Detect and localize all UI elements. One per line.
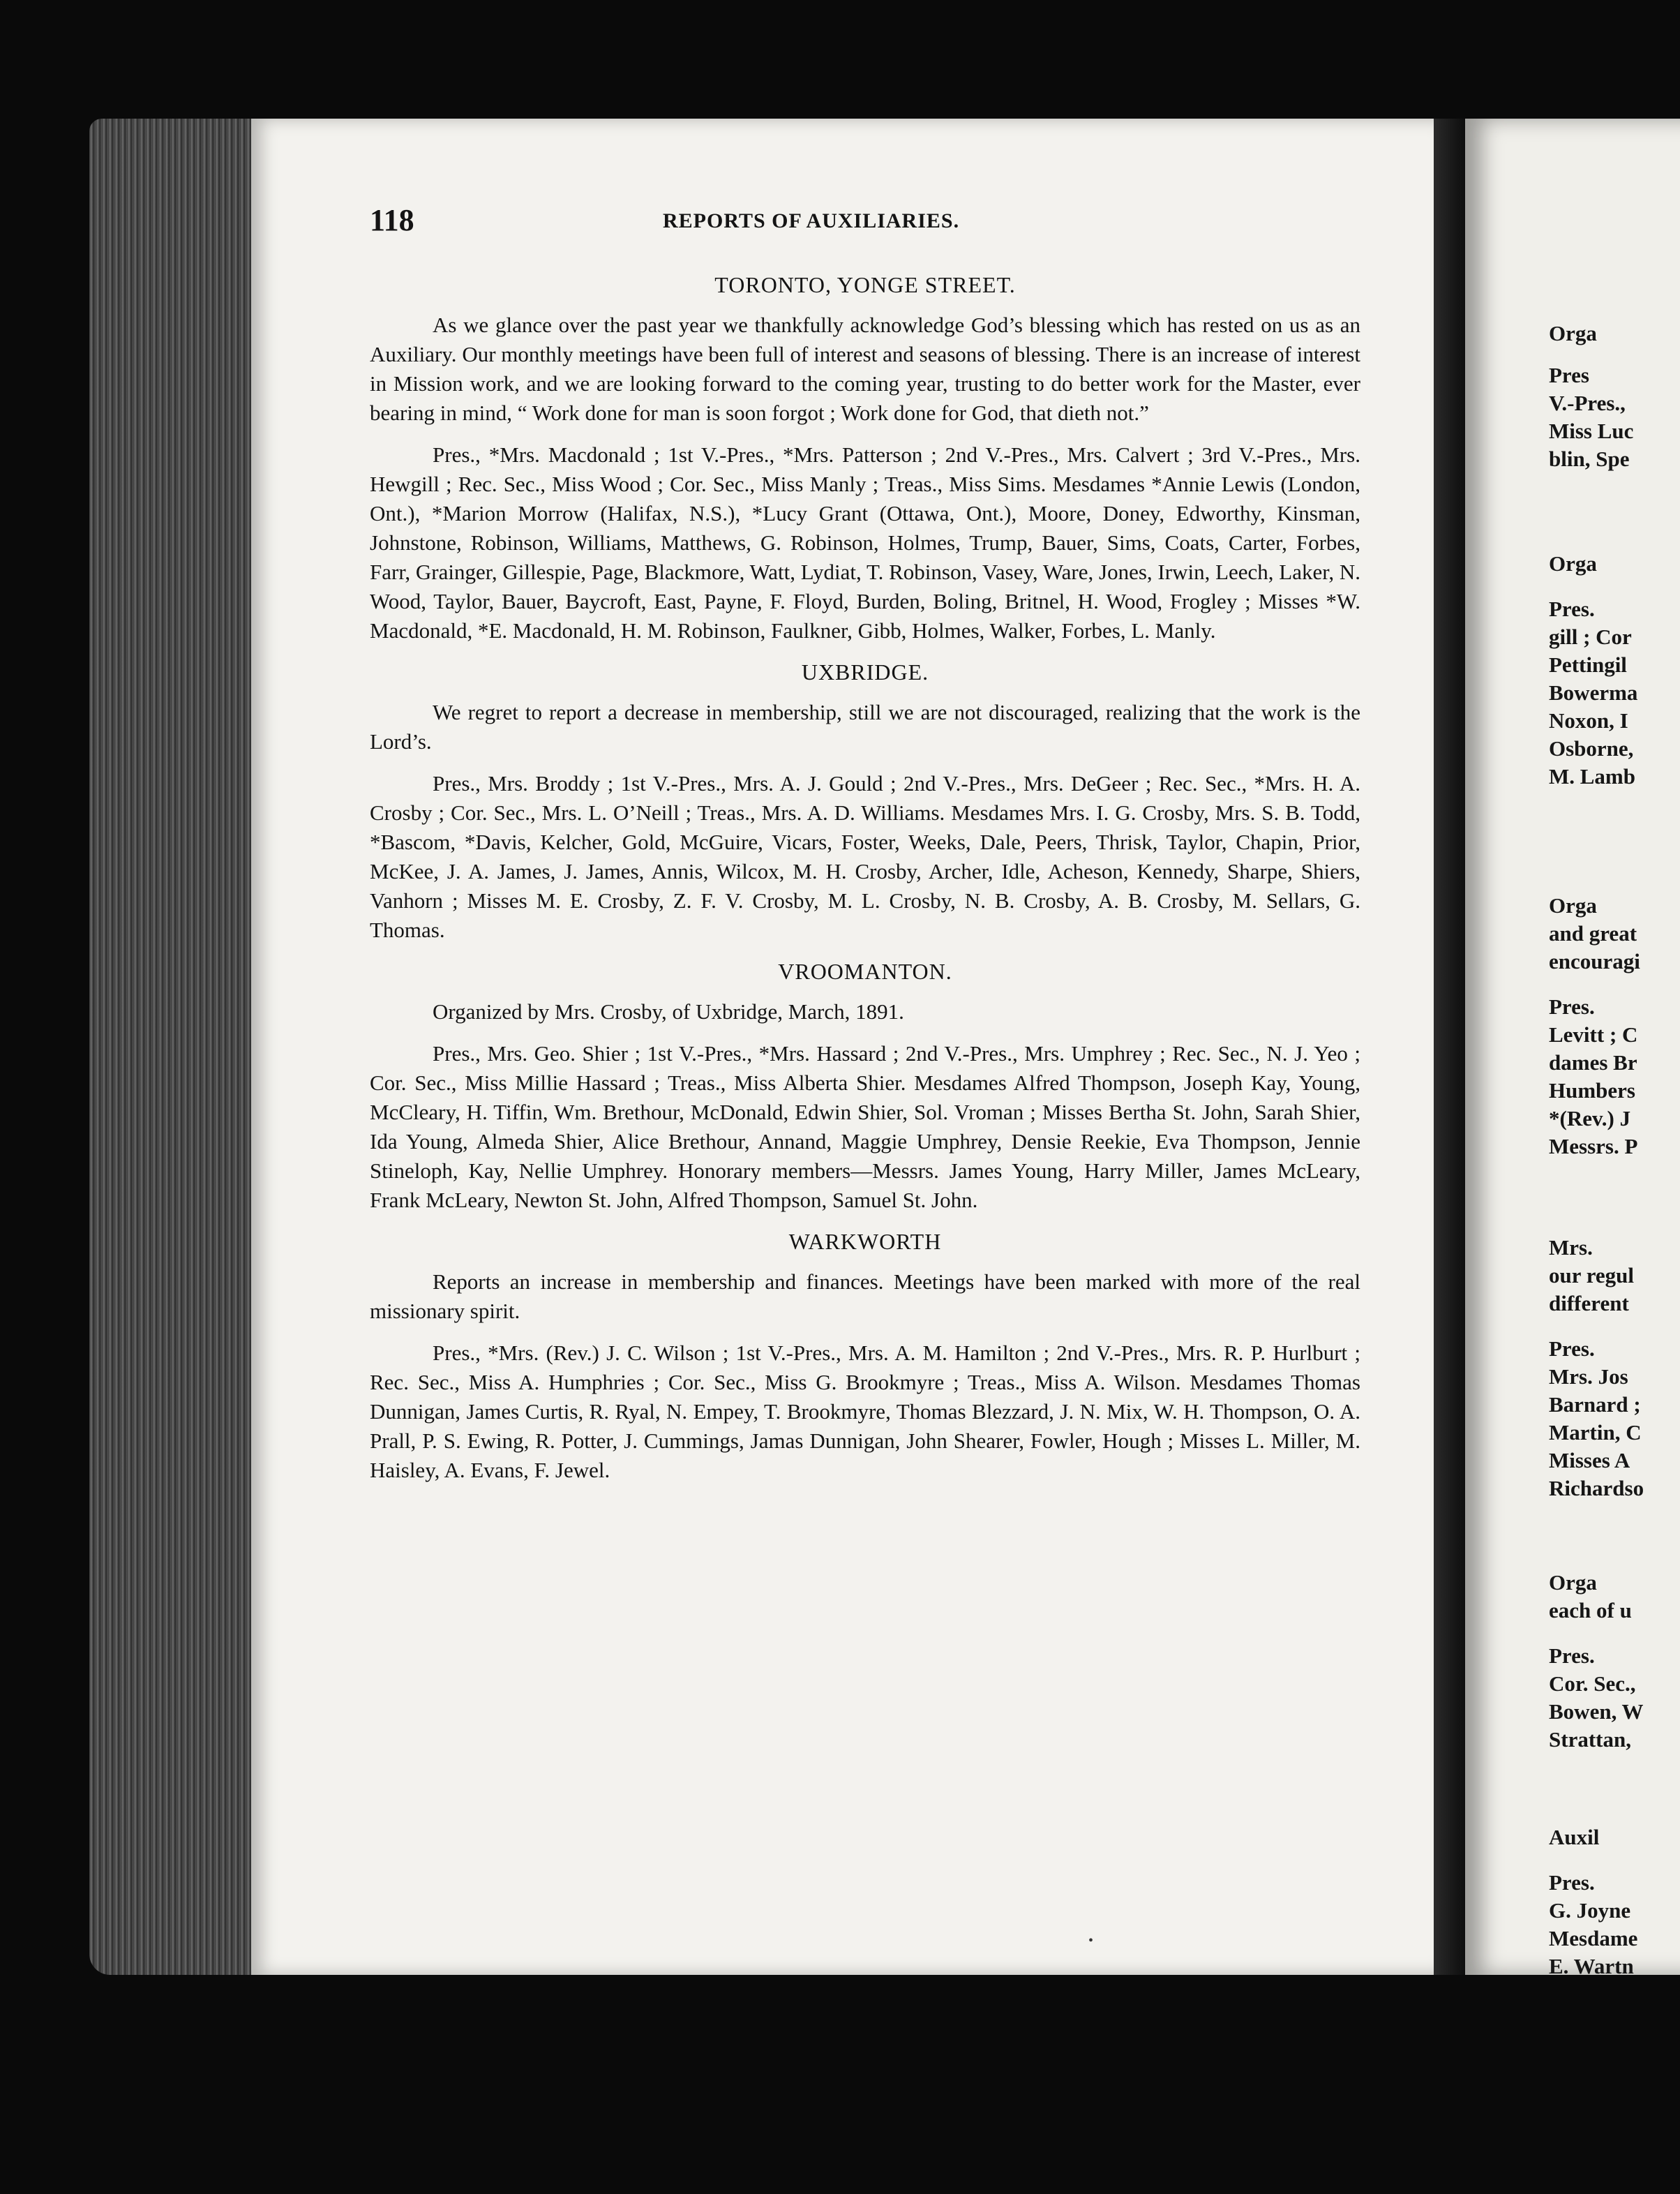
section-heading: VROOMANTON. xyxy=(778,959,952,984)
officers-paragraph: Pres., *Mrs. (Rev.) J. C. Wilson ; 1st V.-Pres., Mrs. A. M. Hamilton ; 2nd V.-Pres., Mrs. R. P. Hurlburt ; Rec. Sec., Miss A. Humphries ; Cor. Sec., Miss G. Brookmyre ; Treas., Miss A. Wilson. Mesdames Thomas Dunnigan, James Curtis, R. Ryal, N. Empey, T. Brookmyre, Thomas Blezzard, J. N. Mix, W. H. Thompson, O. A. Prall, P. S. Ewing, R. Potter, J. Cummings, Jamas Dunnigan, John Shearer, Fowler, Hough ; Misses L. Miller, M. Haisley, A. Evans, F. Jewel. xyxy=(370,1341,1360,1482)
facing-page-fragment: encouragi xyxy=(1549,949,1640,973)
facing-page-fragment: our regul xyxy=(1549,1263,1635,1288)
running-title: REPORTS OF AUXILIARIES. xyxy=(663,209,960,232)
facing-page-fragment: Strattan, xyxy=(1549,1727,1631,1752)
section-uxbridge xyxy=(370,659,1360,945)
facing-page-fragment: M. Lamb xyxy=(1549,764,1635,789)
officers-paragraph: Pres., Mrs. Geo. Shier ; 1st V.-Pres., *Mrs. Hassard ; 2nd V.-Pres., Mrs. Umphrey ; Rec. Sec., N. J. Yeo ; Cor. Sec., Miss Millie Hassard ; Treas., Miss Alberta Shier. Mesdames Alfred Thompson, Joseph Kay, Young, McCleary, H. Tiffin, Wm. Brethour, McDonald, Edwin Shier, Sol. Vroman ; Misses Bertha St. John, Sarah Shier, Ida Young, Almeda Shier, Alice Brethour, Annand, Maggie Umphrey, Densie Reekie, Eva Thompson, Jennie Stineloph, Kay, Nellie Umphrey. Honorary members—Messrs. James Young, Harry Miller, James McLeary, Frank McLeary, Newton St. John, Alfred Thompson, Samuel St. John. xyxy=(370,1041,1360,1212)
book-spine-shadow xyxy=(1434,119,1469,1975)
facing-page-fragment: E. Wartn xyxy=(1549,1954,1634,1975)
section-heading: UXBRIDGE. xyxy=(801,659,929,685)
section-paragraph: We regret to report a decrease in membership, still we are not discouraged, realizing that the work is the Lord’s. xyxy=(370,700,1360,754)
section-heading: WARKWORTH xyxy=(788,1229,942,1254)
facing-page-fragment: Levitt ; C xyxy=(1549,1022,1638,1047)
page-content xyxy=(370,202,1360,1498)
facing-page-fragment: Osborne, xyxy=(1549,736,1634,761)
facing-page-fragment: *(Rev.) J xyxy=(1549,1106,1631,1130)
facing-page-fragment: Mrs. Jos xyxy=(1549,1364,1628,1389)
facing-page-fragment: Messrs. P xyxy=(1549,1134,1638,1158)
section-vroomanton xyxy=(370,959,1360,1215)
facing-page-fragment: different xyxy=(1549,1291,1629,1315)
facing-page-fragment: Noxon, I xyxy=(1549,708,1628,733)
facing-page xyxy=(1465,119,1680,1975)
facing-page-fragment: Bowerma xyxy=(1549,680,1638,705)
section-paragraph: Reports an increase in membership and finances. Meetings have been marked with more of the real missionary spirit. xyxy=(370,1269,1360,1323)
facing-page-fragment: Pres. xyxy=(1549,1336,1595,1361)
facing-page-fragment: each of u xyxy=(1549,1598,1632,1622)
facing-page-fragment: Orga xyxy=(1549,1570,1597,1595)
section-warkworth xyxy=(370,1229,1360,1485)
facing-page-fragment: Pettingil xyxy=(1549,652,1627,677)
facing-page-fragment: dames Br xyxy=(1549,1050,1637,1075)
facing-page-fragment: gill ; Cor xyxy=(1549,625,1632,649)
officers-paragraph: Pres., Mrs. Broddy ; 1st V.-Pres., Mrs. A. J. Gould ; 2nd V.-Pres., Mrs. DeGeer ; Rec. Sec., *Mrs. H. A. Crosby ; Cor. Sec., Mrs. L. O’Neill ; Treas., Mrs. A. D. Williams. Mesdames Mrs. I. G. Crosby, Mrs. S. B. Todd, *Bascom, *Davis, Kelcher, Gold, McGuire, Vicars, Foster, Weeks, Dale, Peers, Thrisk, Taylor, Chapin, Prior, McKee, J. A. James, J. James, Annis, Wilcox, M. H. Crosby, Archer, Idle, Acheson, Kennedy, Sharpe, Shiers, Vanhorn ; Misses M. E. Crosby, Z. F. V. Crosby, M. L. Crosby, N. B. Crosby, A. B. Crosby, M. Sellars, G. Thomas. xyxy=(370,771,1360,942)
facing-page-fragment: G. Joyne xyxy=(1549,1898,1631,1923)
facing-page-fragment: Orga xyxy=(1549,551,1597,576)
facing-page-fragment: Orga xyxy=(1549,321,1597,345)
facing-page-fragment: Humbers xyxy=(1549,1078,1635,1103)
facing-page-fragment: Misses A xyxy=(1549,1448,1630,1472)
facing-page-fragment: Mrs. xyxy=(1549,1235,1593,1260)
stray-print-mark: • xyxy=(1088,1933,1094,1948)
facing-page-fragment: Pres. xyxy=(1549,597,1595,621)
facing-page-fragment: Pres. xyxy=(1549,1643,1595,1668)
facing-page-fragment: Richardso xyxy=(1549,1476,1644,1500)
facing-page-fragment: Barnard ; xyxy=(1549,1392,1641,1417)
facing-page-fragment: blin, Spe xyxy=(1549,447,1630,471)
facing-page-fragment: Orga xyxy=(1549,893,1597,918)
left-page xyxy=(251,119,1437,1975)
facing-page-fragment: Bowen, W xyxy=(1549,1699,1644,1724)
facing-page-fragment: Miss Luc xyxy=(1549,419,1634,443)
running-head xyxy=(370,202,1360,258)
facing-page-fragment: Auxil xyxy=(1549,1825,1600,1849)
section-toronto xyxy=(370,272,1360,645)
book-page-edges xyxy=(89,119,257,1975)
facing-page-fragment: and great xyxy=(1549,921,1637,946)
page-number: 118 xyxy=(370,203,414,237)
facing-page-fragment: Martin, C xyxy=(1549,1420,1642,1445)
facing-page-fragment: Mesdame xyxy=(1549,1926,1638,1950)
section-paragraph: As we glance over the past year we thankfully acknowledge God’s blessing which has rested on us as an Auxiliary. Our monthly meetings have been full of interest and seasons of blessing. There is an increase of interest in Mission work, and we are looking forward to the coming year, trusting to do better work for the Master, ever bearing in mind, “ Work done for man is soon forgot ; Work done for God, that dieth not.” xyxy=(370,313,1360,425)
facing-page-fragment: Pres xyxy=(1549,363,1589,387)
facing-page-fragment: Pres. xyxy=(1549,1870,1595,1895)
officers-paragraph: Pres., *Mrs. Macdonald ; 1st V.-Pres., *Mrs. Patterson ; 2nd V.-Pres., Mrs. Calvert ; 3rd V.-Pres., Mrs. Hewgill ; Rec. Sec., Miss Wood ; Cor. Sec., Miss Manly ; Treas., Miss Sims. Mesdames *Annie Lewis (London, Ont.), *Marion Morrow (Halifax, N.S.), *Lucy Grant (Ottawa, Ont.), Moore, Doney, Edworthy, Kinsman, Johnstone, Robinson, Williams, Matthews, G. Robinson, Holmes, Trump, Bauer, Sims, Coats, Carter, Forbes, Farr, Grainger, Gillespie, Page, Blackmore, Watt, Lydiat, T. Robinson, Vasey, Ware, Jones, Irwin, Leech, Laker, N. Wood, Taylor, Bauer, Baycroft, East, Payne, F. Floyd, Burden, Boling, Britnel, H. Wood, Frogley ; Misses *W. Macdonald, *E. Macdonald, H. M. Robinson, Faulkner, Gibb, Holmes, Walker, Forbes, L. Manly. xyxy=(370,442,1360,643)
facing-page-fragment: Pres. xyxy=(1549,994,1595,1019)
section-paragraph: Organized by Mrs. Crosby, of Uxbridge, March, 1891. xyxy=(433,999,904,1024)
facing-page-fragment: Cor. Sec., xyxy=(1549,1671,1636,1696)
section-heading: TORONTO, YONGE STREET. xyxy=(714,272,1016,297)
facing-page-fragment: V.-Pres., xyxy=(1549,391,1626,415)
